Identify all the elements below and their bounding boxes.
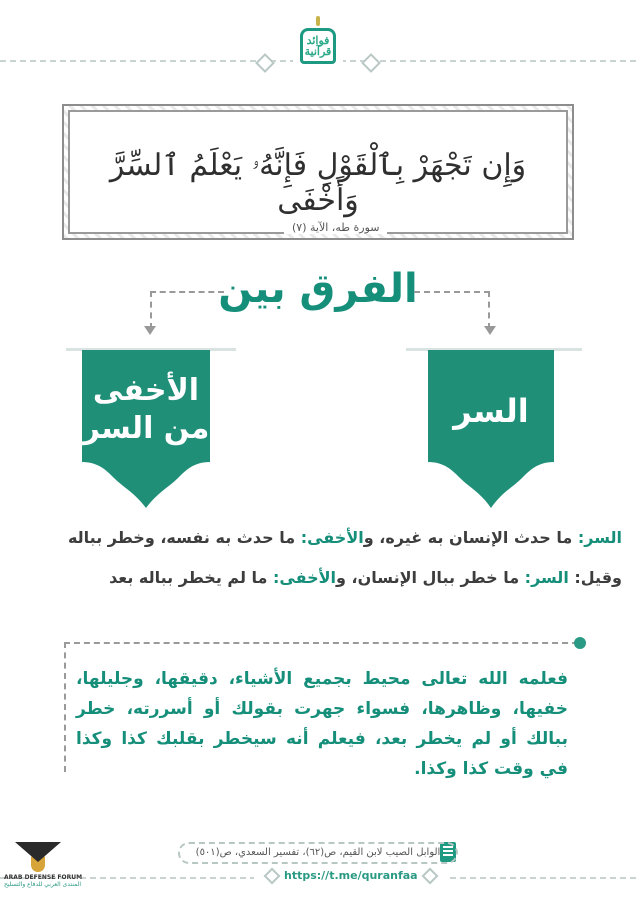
verse-text: وَإِن تَجْهَرْ بِٱلْقَوْلِ فَإِنَّهُۥ يَعْلَمُ ٱلسِّرَّ وَأَخْفَى <box>109 148 527 218</box>
forum-subtitle: المنتدى العربي للدفاع والتسليح <box>4 881 81 888</box>
banner-akhfa <box>82 350 210 510</box>
term-sirr-alt: السر: <box>524 568 569 587</box>
definition-sirr-alt-text: ما خطر ببال الإنسان، و <box>336 568 525 587</box>
term-akhfa: الأخفى: <box>300 528 364 547</box>
eagle-wings-icon <box>15 842 61 864</box>
verse-reference: سورة طه، الآية (٧) <box>284 221 387 234</box>
banner-sirr <box>428 350 554 510</box>
verse-frame <box>62 104 574 240</box>
connector-right <box>414 291 490 329</box>
quran-benefits-logo-icon <box>293 12 343 68</box>
page-title: الفرق بين <box>218 266 418 312</box>
forum-watermark <box>4 842 83 898</box>
definition-sirr-text: ما حدث الإنسان به غيره، و <box>363 528 578 547</box>
term-sirr: السر: <box>577 528 622 547</box>
arrow-down-left-icon <box>144 326 156 335</box>
logo-spire <box>316 16 320 26</box>
banner-akhfa-label <box>82 372 210 448</box>
connector-left <box>150 291 224 329</box>
banner-akhfa-line1: الأخفى <box>92 373 200 408</box>
definition-line-2 <box>16 568 622 587</box>
definition-akhfa-text: ما حدث به نفسه، وخطر بباله <box>67 528 301 547</box>
forum-name: ARAB DEFENSE FORUM <box>4 874 83 881</box>
verse-panel <box>68 110 568 234</box>
banner-akhfa-line2: من السر <box>82 411 210 446</box>
source-citation: الوابل الصيب لابن القيم، ص(٦٢)، تفسير السعدي، ص(٥٠١) <box>178 842 458 864</box>
banner-sirr-label: السر <box>453 392 529 430</box>
alternate-prefix: وقيل: <box>568 568 622 587</box>
term-akhfa-alt: الأخفى: <box>273 568 337 587</box>
telegram-link[interactable]: https://t.me/quranfaa <box>254 869 448 882</box>
explanation-text: فعلمه الله تعالى محيط بجميع الأشياء، دقيقها، وجليلها، خفيها، وظاهرها، فسواء جهرت بقولك أو أسررته، خطر ببالك أو لم يخطر بعد، فيعلم أنه سيخطر بقلبك كذا وكذا في وقت كذا وكذا. <box>76 669 568 779</box>
definition-akhfa-alt-text: ما لم يخطر بباله بعد <box>109 568 273 587</box>
arrow-down-right-icon <box>484 326 496 335</box>
logo-text: فوائد قرآنية <box>300 28 336 64</box>
definition-line-1 <box>16 528 622 547</box>
banner-right-shape <box>428 350 554 510</box>
